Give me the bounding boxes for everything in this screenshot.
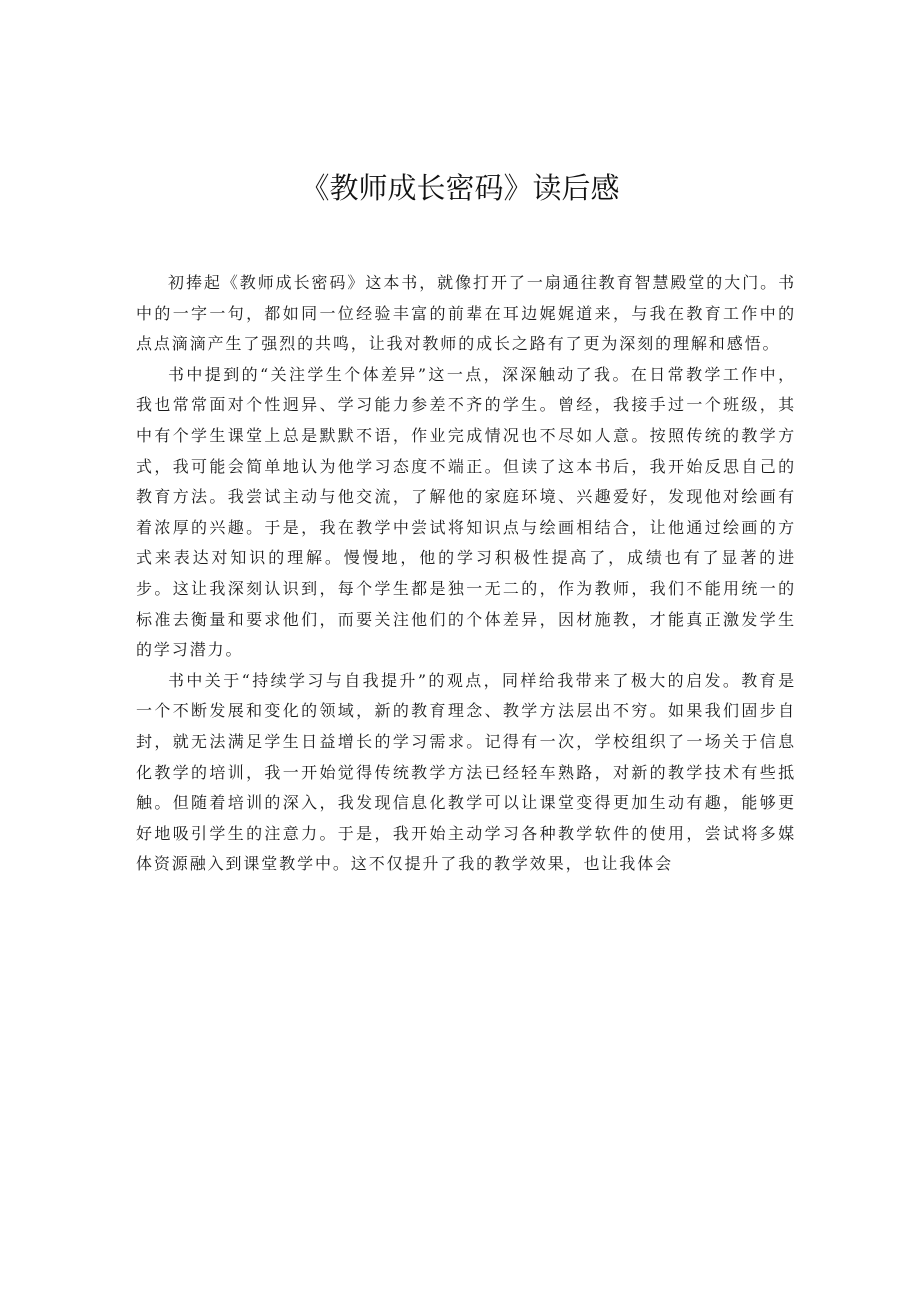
paragraph-1: 初捧起《教师成长密码》这本书，就像打开了一扇通往教育智慧殿堂的大门。书中的一字一句，都如同一位经验丰富的前辈在耳边娓娓道来，与我在教育工作中的点点滴滴产生了强烈的共鸣，让我对教师的成长之路有了更为深刻的理解和感悟。: [136, 273, 796, 354]
document-body: [136, 268, 796, 880]
paragraph-2: 书中提到的“关注学生个体差异”这一点，深深触动了我。在日常教学工作中，我也常常面对个性迥异、学习能力参差不齐的学生。曾经，我接手过一个班级，其中有个学生课堂上总是默默不语，作业完成情况也不尽如人意。按照传统的教学方式，我可能会简单地认为他学习态度不端正。但读了这本书后，我开始反思自己的教育方法。我尝试主动与他交流，了解他的家庭环境、兴趣爱好，发现他对绘画有着浓厚的兴趣。于是，我在教学中尝试将知识点与绘画相结合，让他通过绘画的方式来表达对知识的理解。慢慢地，他的学习积极性提高了，成绩也有了显著的进步。这让我深刻认识到，每个学生都是独一无二的，作为教师，我们不能用统一的标准去衡量和要求他们，而要关注他们的个体差异，因材施教，才能真正激发学生的学习潜力。: [136, 364, 796, 660]
document-title: 《教师成长密码》读后感: [300, 171, 620, 205]
paragraph-3: 书中关于“持续学习与自我提升”的观点，同样给我带来了极大的启发。教育是一个不断发展和变化的领域，新的教育理念、教学方法层出不穷。如果我们固步自封，就无法满足学生日益增长的学习需求。记得有一次，学校组织了一场关于信息化教学的培训，我一开始觉得传统教学方法已经轻车熟路，对新的教学技术有些抵触。但随着培训的深入，我发现信息化教学可以让课堂变得更加生动有趣，能够更好地吸引学生的注意力。于是，我开始主动学习各种教学软件的使用，尝试将多媒体资源融入到课堂教学中。这不仅提升了我的教学效果，也让我体会: [136, 670, 796, 874]
